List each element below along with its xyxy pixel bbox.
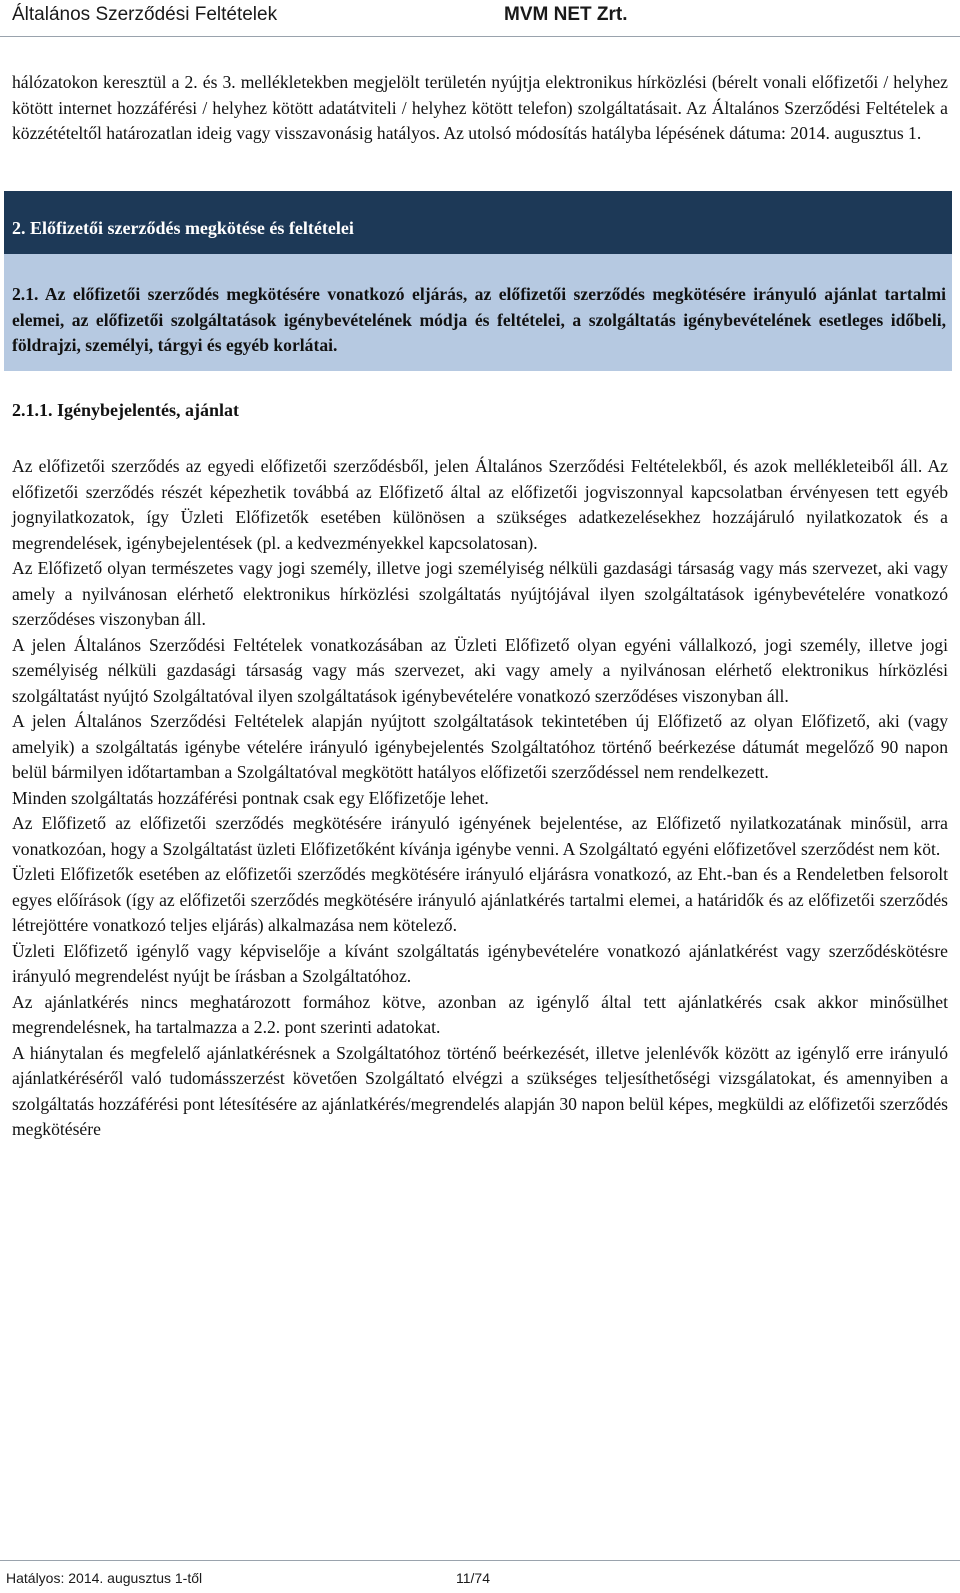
paragraph: Üzleti Előfizető igénylő vagy képviselője a kívánt szolgáltatás igénybevételére vonatkozó ajánlatkérést vagy szerződéskötésre irányuló megrendelést nyújt be írásban a Szolgáltatóhoz. bbox=[12, 940, 948, 986]
subsection-title: 2.1. Az előfizetői szerződés megkötésére vonatkozó eljárás, az előfizetői szerződés megkötésére irányuló ajánlat tartalmi elemei, az előfizetői szolgáltatások igénybevételének módja és feltételei, a szolgáltatás igénybevételének esetleges időbeli, földrajzi, személyi, tárgyi és egyéb korlátai. bbox=[12, 284, 946, 355]
page-number: 11/74 bbox=[456, 1570, 490, 1586]
paragraph: Az Előfizető olyan természetes vagy jogi személy, illetve jogi személyiség nélküli gazdasági társaság vagy más szervezet, aki vagy amely a nyilvánosan elérhető elektronikus hírközlési szolgáltatás nyújtójával ilyen szolgáltatások igénybevételére vonatkozó szerződéses viszonyban áll. bbox=[12, 558, 948, 629]
body-text bbox=[12, 454, 948, 1143]
page-footer bbox=[0, 1560, 960, 1593]
paragraph: Az előfizetői szerződés az egyedi előfizetői szerződésből, jelen Általános Szerződési Feltételekből, és azok mellékleteiből áll. Az előfizetői szerződés részét képezhetik továbbá az Előfizető által az előfizetői jogviszonnyal kapcsolatban érvényesen tett egyéb jognyilatkozatok, így Üzleti Előfizetők esetében különösen a szükséges adatkezelésekhez hozzájáruló nyilatkozatok és a megrendelések, igénybejelentések (pl. a kedvezményekkel kapcsolatosan). bbox=[12, 456, 948, 553]
paragraph: Üzleti Előfizetők esetében az előfizetői szerződés megkötésére irányuló eljárásra vonatkozó, az Eht.-ban és a Rendeletben felsorolt egyes előírások (így az előfizetői szerződés megkötésére irányuló ajánlatkérés tartalmi elemei, a határidők és az előfizetői szerződés létrejöttére vonatkozó teljes eljárás) alkalmazása nem kötelező. bbox=[12, 864, 948, 935]
intro-block bbox=[12, 70, 948, 147]
paragraph: Minden szolgáltatás hozzáférési pontnak csak egy Előfizetője lehet. bbox=[12, 787, 489, 808]
company-name: MVM NET Zrt. bbox=[504, 4, 628, 25]
document-title: Általános Szerződési Feltételek bbox=[12, 4, 278, 25]
paragraph: A jelen Általános Szerződési Feltételek vonatkozásában az Üzleti Előfizető olyan egyéni vállalkozó, jogi személy, illetve jogi személyiség nélküli gazdasági társaság vagy más szervezet, aki vagy amely a nyilvánosan elérhető elektronikus hírközlési szolgáltatást nyújtó Szolgáltatóval ilyen szolgáltatások igénybevételére vonatkozó szerződéses viszonyban áll. bbox=[12, 634, 948, 706]
paragraph: Az Előfizető az előfizetői szerződés megkötésére irányuló igényének bejelentése, az Előfizető nyilatkozatának minősül, arra vonatkozóan, hogy a Szolgáltatást üzleti Előfizetőként kívánja igénybe venni. A Szolgáltató egyéni előfizetővel szerződést nem köt. bbox=[12, 813, 948, 859]
intro-paragraph: hálózatokon keresztül a 2. és 3. mellékletekben megjelölt területén nyújtja elektronikus hírközlési (bérelt vonali előfizetői / helyhez kötött internet hozzáférési / helyhez kötött adatátviteli / helyhez kötött telefon) szolgáltatásait. Az Általános Szerződési Feltételek a közzétételtől határozatlan ideig vagy visszavonásig hatályos. Az utolsó módosítás hatályba lépésének dátuma: 2014. augusztus 1. bbox=[12, 72, 948, 143]
paragraph: Az ajánlatkérés nincs meghatározott formához kötve, azonban az igénylő által tett ajánlatkérés csak akkor minősülhet megrendelésnek, ha tartalmazza a 2.2. pont szerinti adatokat. bbox=[12, 991, 948, 1037]
page-header bbox=[0, 0, 960, 34]
paragraph: A jelen Általános Szerződési Feltételek alapján nyújtott szolgáltatások tekintetében új Előfizető az olyan Előfizető, aki (vagy amelyik) a szolgáltatás igénybe vételére irányuló igénybejelentés Szolgáltatóhoz történő beérkezése dátumát megelőző 90 napon belül bármilyen időtartamban a Szolgáltatóval megkötött hatályos előfizetői szerződéssel nem rendelkezett. bbox=[12, 711, 948, 782]
paragraph: A hiánytalan és megfelelő ajánlatkérésnek a Szolgáltatóhoz történő beérkezését, illetve jelenlévők között az igénylő erre irányuló ajánlatkéréséről való tudomásszerzést követően Szolgáltató elvégzi a szükséges teljesíthetőségi vizsgálatokat, és amennyiben a szolgáltatás hozzáférési pont létesítésére az ajánlatkérés/megrendelés alapján 30 napon belül képes, megküldi az előfizetői szerződés megkötésére bbox=[12, 1042, 948, 1139]
header-divider bbox=[0, 36, 960, 37]
subsubsection-title: 2.1.1. Igénybejelentés, ajánlat bbox=[12, 400, 239, 420]
effective-date: Hatályos: 2014. augusztus 1-től bbox=[6, 1570, 203, 1586]
section-title: 2. Előfizetői szerződés megkötése és feltételei bbox=[12, 218, 354, 238]
footer-divider bbox=[0, 1560, 960, 1561]
